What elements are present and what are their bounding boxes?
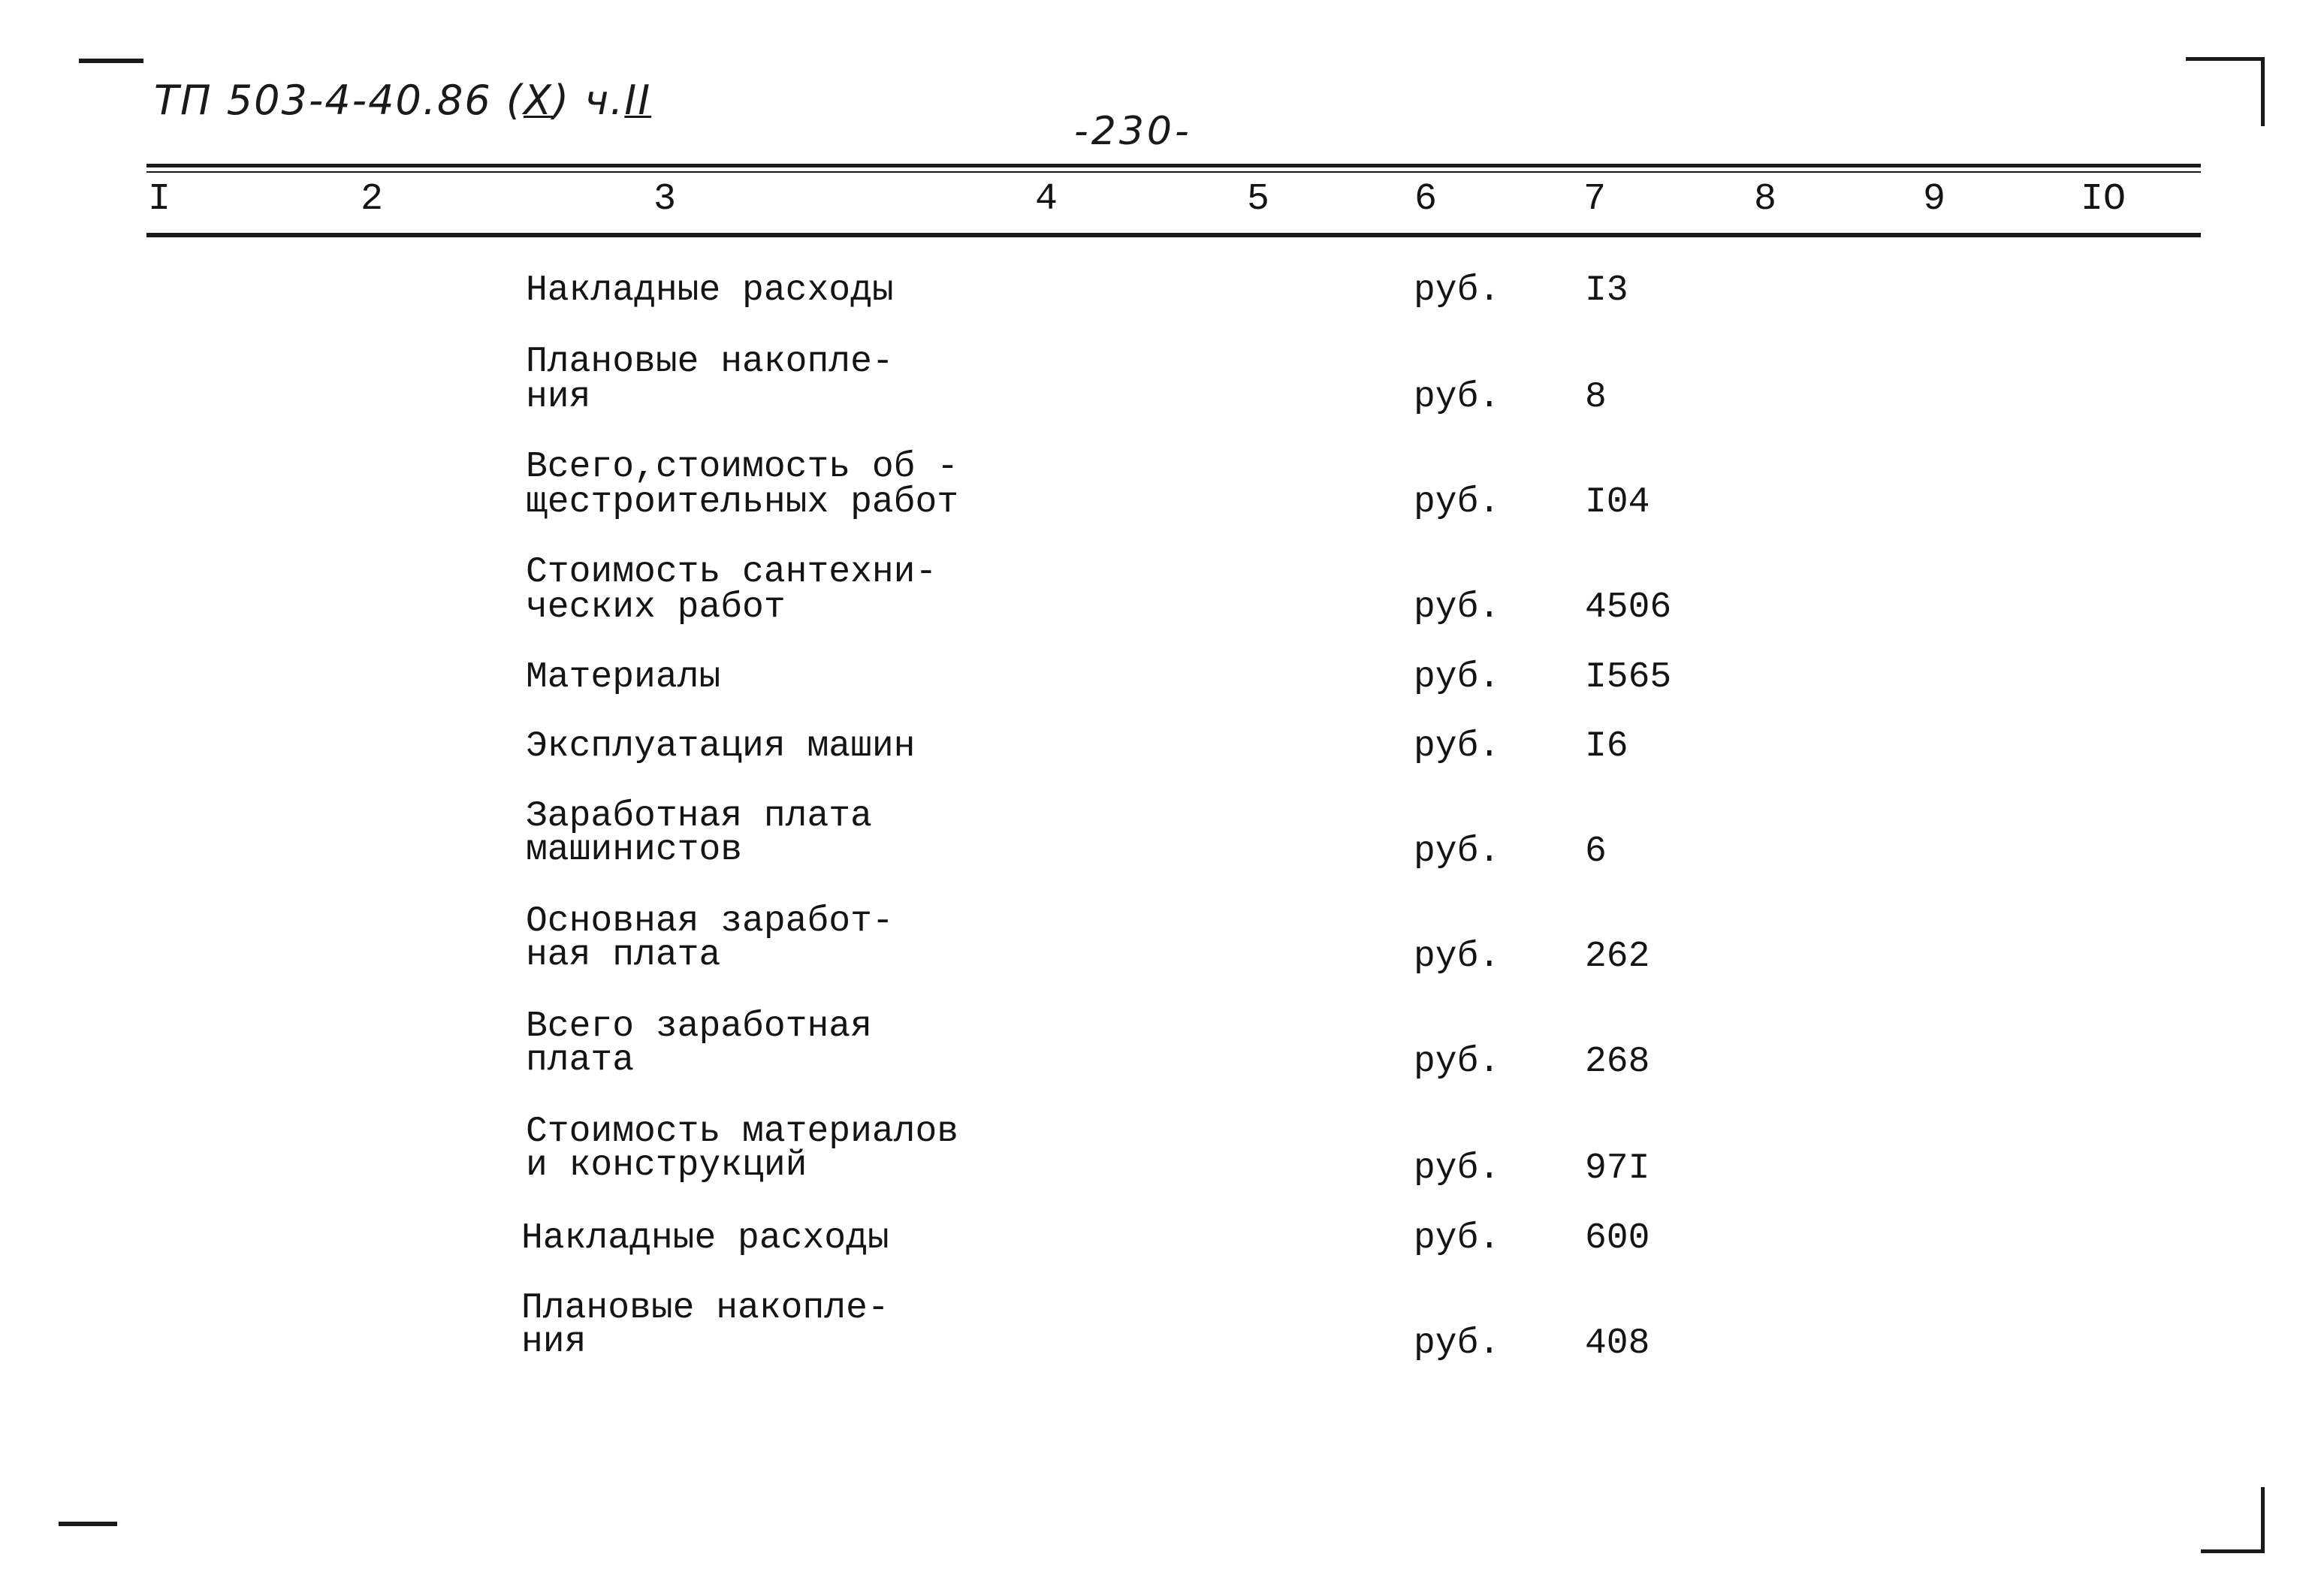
row-name-line: Накладные расходы — [526, 270, 894, 311]
row-name-line: Плановые накопле- — [526, 342, 894, 382]
row-value: I3 — [1585, 270, 1628, 311]
row-unit: руб. — [1414, 377, 1501, 418]
row-name-line: Заработная плата — [526, 796, 872, 837]
table-header-bottom-rule — [146, 233, 2201, 237]
row-value: 262 — [1585, 937, 1650, 977]
row-name-line: Стоимость сантехни- — [526, 552, 937, 593]
row-unit: руб. — [1414, 587, 1501, 628]
row-name-line: Материалы — [526, 657, 721, 698]
row-unit: руб. — [1414, 270, 1501, 311]
row-value: I565 — [1585, 657, 1672, 698]
page-number: -230- — [1074, 109, 1192, 154]
column-number-1: I — [148, 178, 171, 221]
row-value: 4506 — [1585, 587, 1672, 628]
row-value: 8 — [1585, 377, 1607, 418]
row-name-line: Эксплуатация машин — [526, 726, 916, 767]
row-value: 97I — [1585, 1148, 1650, 1189]
column-number-9: 9 — [1923, 178, 1946, 221]
row-unit: руб. — [1414, 1323, 1501, 1364]
row-unit: руб. — [1414, 1042, 1501, 1082]
column-number-10: IO — [2081, 178, 2126, 221]
row-value: I6 — [1585, 726, 1628, 767]
column-number-5: 5 — [1247, 178, 1270, 221]
row-value: 6 — [1585, 831, 1607, 872]
document-code-text: ТП 503-4-40.86 — [154, 77, 492, 124]
row-name-line: машинистов — [526, 830, 743, 870]
row-name-line: Всего заработная — [526, 1006, 872, 1047]
corner-mark-top-right-vertical — [2261, 57, 2265, 126]
row-unit: руб. — [1414, 1218, 1501, 1259]
table-top-rule — [146, 164, 2201, 167]
column-number-6: 6 — [1414, 178, 1438, 221]
row-unit: руб. — [1414, 831, 1501, 872]
row-name-line: Плановые накопле- — [521, 1288, 889, 1329]
corner-mark-bottom-right — [2201, 1549, 2264, 1553]
column-number-4: 4 — [1035, 178, 1058, 221]
column-number-7: 7 — [1583, 178, 1607, 221]
column-number-3: 3 — [653, 178, 677, 221]
corner-mark-top-right — [2186, 57, 2264, 61]
row-name-line: Накладные расходы — [521, 1218, 889, 1259]
column-number-2: 2 — [361, 178, 384, 221]
row-value: 268 — [1585, 1042, 1650, 1082]
row-name-line: Всего,стоимость об - — [526, 447, 959, 487]
row-unit: руб. — [1414, 937, 1501, 977]
corner-mark-top-left — [79, 59, 143, 63]
row-value: I04 — [1585, 482, 1650, 523]
corner-mark-bottom-left — [59, 1522, 117, 1526]
row-name-line: ная плата — [526, 935, 721, 976]
row-name-line: ческих работ — [526, 587, 786, 628]
row-unit: руб. — [1414, 726, 1501, 767]
row-value: 408 — [1585, 1323, 1650, 1364]
row-name-line: Основная заработ- — [526, 901, 894, 942]
row-name-line: и конструкций — [526, 1145, 807, 1186]
row-name-line: ния — [521, 1322, 587, 1362]
row-unit: руб. — [1414, 1148, 1501, 1189]
row-unit: руб. — [1414, 657, 1501, 698]
document-part: II — [624, 77, 652, 124]
row-name-line: плата — [526, 1040, 635, 1081]
table-top-rule-thin — [146, 171, 2201, 173]
row-name-line: Стоимость материалов — [526, 1112, 959, 1152]
document-code: ТП 503-4-40.86 (X) ч.II — [154, 77, 652, 124]
row-name-line: щестроительных работ — [526, 482, 959, 523]
row-value: 600 — [1585, 1218, 1650, 1259]
column-number-8: 8 — [1754, 178, 1777, 221]
corner-mark-bottom-right-vertical — [2261, 1487, 2265, 1553]
document-volume: X — [523, 77, 553, 124]
row-name-line: ния — [526, 377, 591, 418]
row-unit: руб. — [1414, 482, 1501, 523]
